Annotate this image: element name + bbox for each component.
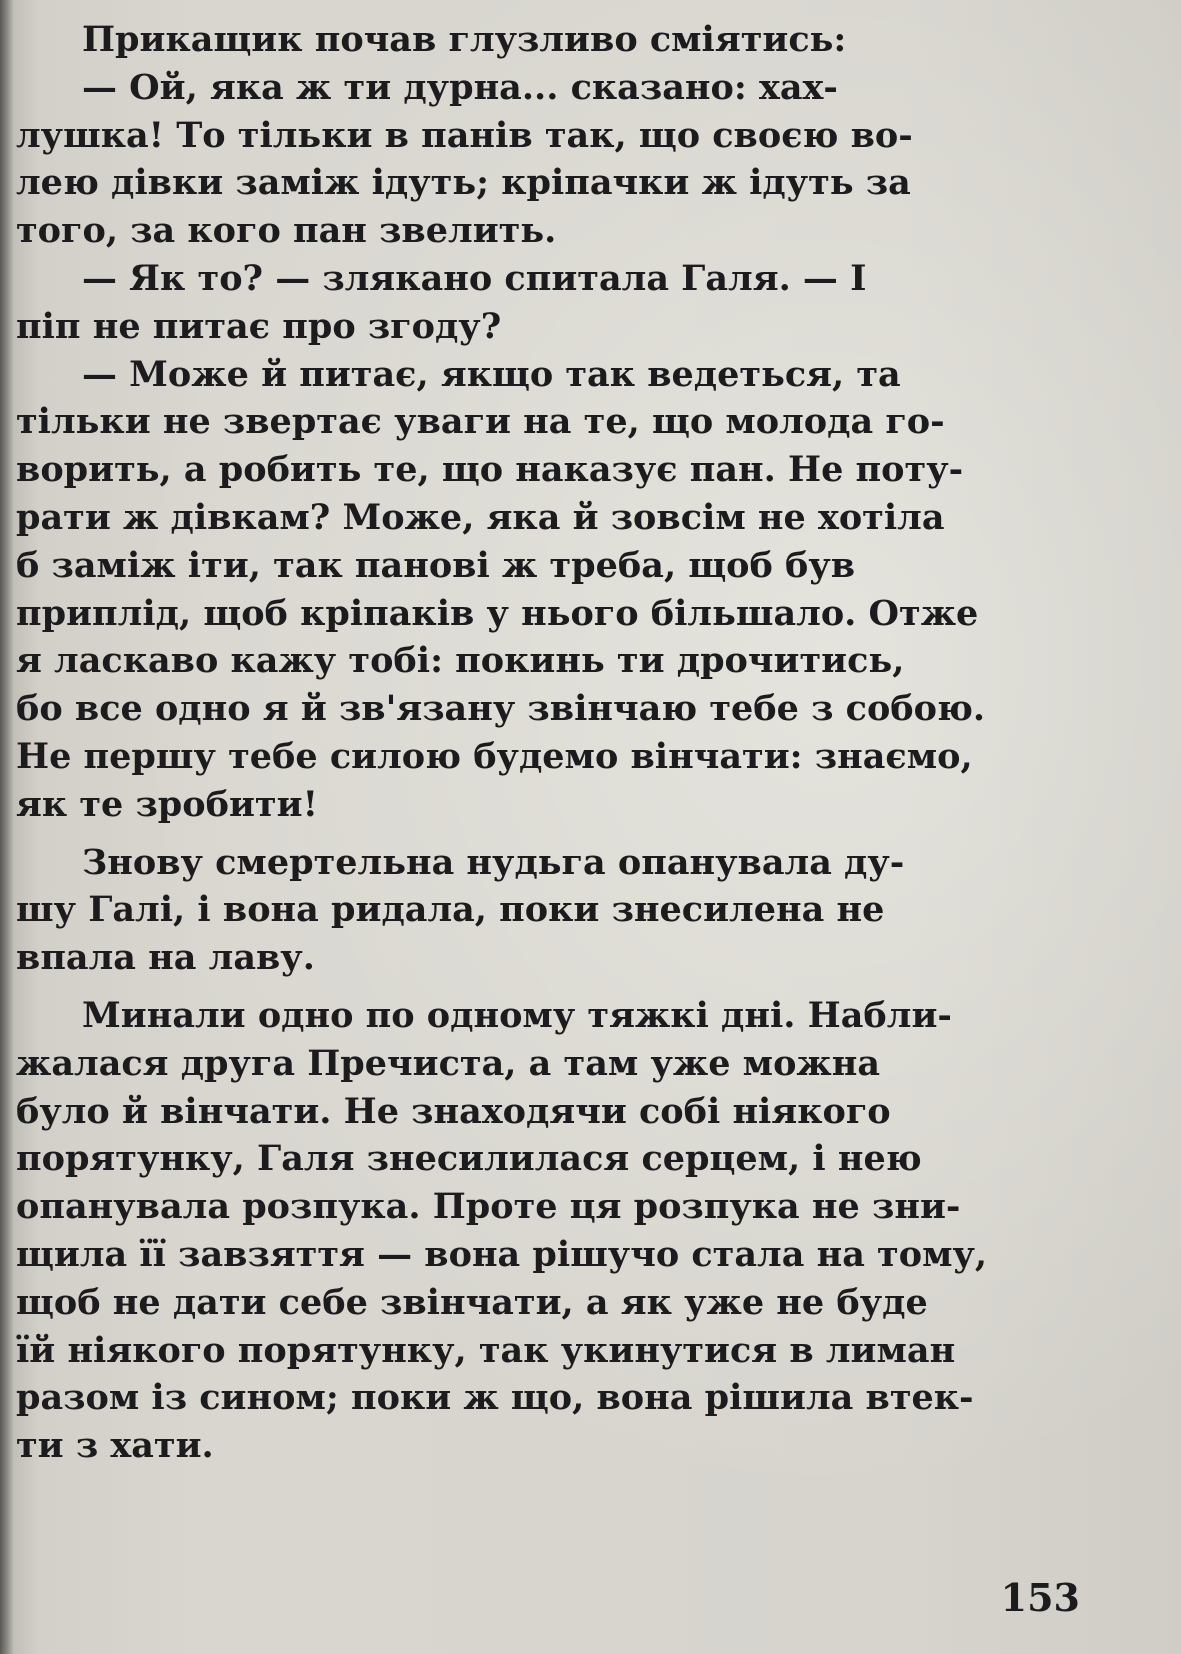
paragraph-1: Прикащик почав глузливо сміятись: xyxy=(82,19,847,60)
paragraph-6: Минали одно по одному тяжкі дні. Набли- жалася друга Пречиста, а там уже можна було й вінчати. Не знаходячи собі ніякого порятунку, Галя знесилилася серцем, і нею опанувала розпука. Проте ця розпука не зни- щила її завзяття — вона рішучо стала на тому, щоб не дати себе звінчати, а як уже не буде їй ніякого порятунку, так укинутися в лиман разом із сином; поки ж що, вона рішила втек- ти з хати. xyxy=(16,994,988,1467)
page-spine-shadow xyxy=(0,0,14,1654)
paragraph-2: — Ой, яка ж ти дурна... сказано: хах- лушка! То тільки в панів так, що своєю во- лею дівки заміж ідуть; кріпачки ж ідуть за того, за кого пан звелить. xyxy=(16,66,913,252)
paragraph-3: — Як то? — злякано спитала Галя. — І піп не питає про згоду? xyxy=(16,257,867,347)
paragraph-5: Знову смертельна нудьга опанувала ду- шу Галі, і вона ридала, поки знесилена не впала на лаву. xyxy=(16,841,905,979)
paragraph-4: — Може й питає, якщо так ведеться, та тільки не звертає уваги на те, що молода го- ворить, а робить те, що наказує пан. Не поту- рати ж дівкам? Може, яка й зовсім не хотіла б заміж іти, так панові ж треба, щоб був приплід, щоб кріпаків у нього більшало. Отже я ласкаво кажу тобі: покинь ти дрочитись, бо все одно я й зв'язану звінчаю тебе з собою. Не першу тебе силою будемо вінчати: знаємо, як те зробити! xyxy=(16,353,986,825)
body-text xyxy=(16,16,1078,1470)
page-number: 153 xyxy=(1000,1575,1080,1620)
